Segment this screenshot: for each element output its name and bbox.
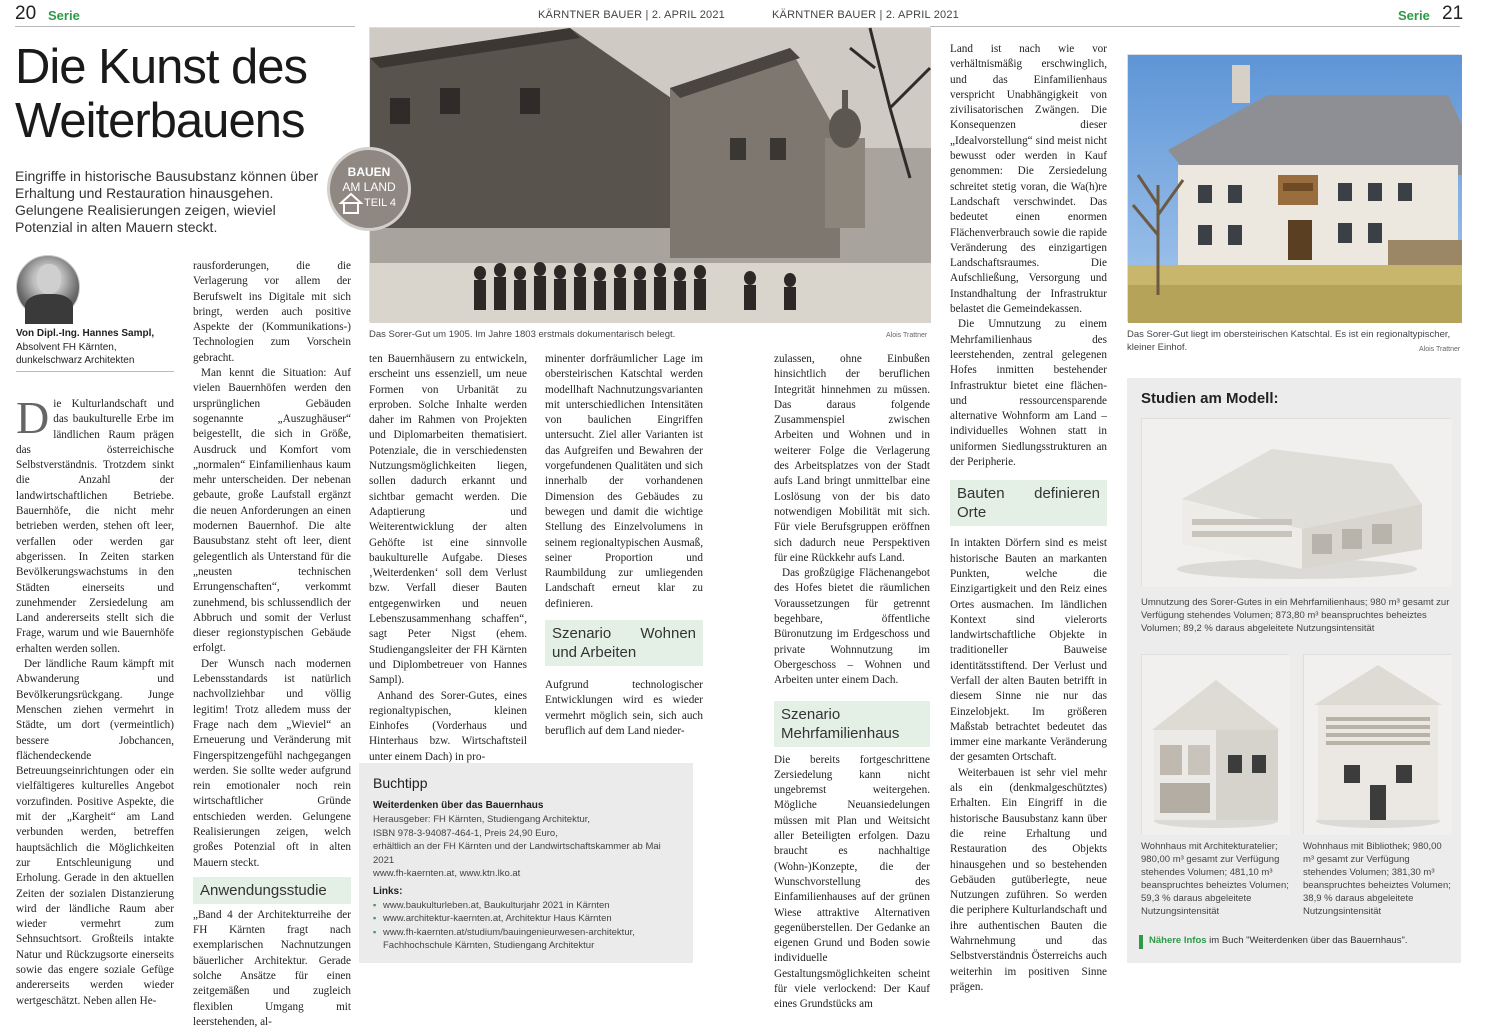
page-number-right: 21 bbox=[1442, 3, 1464, 24]
badge-line-3: TEIL 4 bbox=[364, 197, 396, 209]
model-1-caption: Umnutzung des Sorer-Gutes in ein Mehrfamilienhaus; 980 m³ gesamt zur Verfügung stehendes Volumen; 873,80 m³ beanspruchtes beheiztes Volumen; 89,2 % daraus abgeleitete Nutzungsintensität bbox=[1141, 597, 1450, 634]
text-column-6 bbox=[950, 42, 1107, 993]
text-column-5 bbox=[774, 352, 930, 1011]
buchtipp-box bbox=[359, 763, 693, 963]
link-item[interactable]: ▪ www.fh-kaernten.at/studium/bauingenieurwesen-architektur, Fachhochschule Kärnten, Studiengang Architektur bbox=[373, 926, 679, 953]
paragraph: ten Bauernhäusern zu entwickeln, erscheint uns essenziell, um neue Formen von Urbanität zu erproben. Solche Inhalte werden daher im Rahmen von Projekten und Diplomarbeiten thematisiert. Potenziale, die in verschiedensten Nutzungsmöglichkeiten liegen, sollen dadurch erkannt und sichtbar gemacht werden. Die Adaptierung und Weiterentwicklung der alten Gehöfte ist eine sinnvolle baukulturelle Aufgabe. Dieses ‚Weiterdenken‘ soll dem Verlust bzw. Verfall dieser Bauten entgegenwirken und neuen Lebenszusammenhang schaffen“, sagt Peter Nigst (ehem. Studiengangsleiter der FH Kärnten und Diplombetreuer von Hannes Sampl). bbox=[369, 353, 527, 687]
link-item[interactable]: ▪ www.architektur-kaernten.at, Architektur Haus Kärnten bbox=[373, 912, 679, 926]
link-item[interactable]: ▪ www.baukulturleben.at, Baukulturjahr 2021 in Kärnten bbox=[373, 899, 679, 913]
author-divider bbox=[16, 371, 174, 372]
model-photo-2 bbox=[1141, 654, 1289, 834]
paragraph: minenter dorfräumlicher Lage im obersteirischen Katschtal werden modellhaft Nachnutzungsvarianten mit unterschiedlichen Intensitäten von baulichen Eingriffen untersucht. Ziel aller Varianten ist das Aufgreifen und Bewahren der vorgefundenen Qualitäten und sich innerhalb der vorhandenen Dimension des Gebäudes zu bewegen und damit die wichtige Stellung des Einzelvolumens in seinem regionaltypischen Ausmaß, seiner Proportion und Raumbildung zur umliegenden Landschaft erneut klar zu definieren. bbox=[545, 353, 703, 610]
paragraph: In intakten Dörfern sind es meist historische Bauten an markanten Punkten, welche die Einzigartigkeit und den Reiz eines Ortes ausmachen. Im ländlichen Kontext sind vielerorts landwirtschaftliche Objekte in traditioneller Bauweise identitätsstiftend. Der Verlust und Verfall der alten Bauten betrifft in diesem Sinne nie nur das Einzelobjekt. Im größeren Maßstab betrachtet bedeutet das immer eine markante Veränderung der gesamten Ortschaft. bbox=[950, 537, 1107, 764]
historic-photo-credit: Alois Trattner bbox=[886, 332, 928, 339]
paragraph: rausforderungen, die die Verlagerung vor allem der Berufswelt ins Digitale mit sich bringt, werden auch positive Aspekte der (Kommunikations-) Technologien zum Vorschein gebracht. bbox=[193, 260, 351, 364]
header-rule-right bbox=[930, 26, 1460, 27]
links-label: Links: bbox=[373, 885, 403, 897]
paragraph: Land ist nach wie vor verhältnismäßig erschwinglich, und das Einfamilienhaus verspricht Unabhängigkeit von zivilisatorischen Zwängen. Die Konsequenzen dieser „Idealvorstellung“ sind meist nicht bewusst oder werden in Kauf genommen: Die Zersiedelung schreitet stetig voran, die Wa(h)re Landschaft verschwindet. Das bedeutet einen enormen Flächenverbrauch sowie die rapide Veränderung des einzigartigen Landschaftsraumes. Die Aufschließung, Versorgung und Instandhaltung der Infrastruktur belastet die Gemeindekassen. bbox=[950, 43, 1107, 316]
paragraph: Anhand des Sorer-Gutes, eines regionaltypischen, kleinen Einhofes (Vorderhaus und Hinterhaus bzw. Wirtschaftsteil unter einem Dach) in pro- bbox=[369, 689, 527, 763]
article-title bbox=[15, 40, 365, 148]
text-column-1 bbox=[16, 392, 174, 1007]
studien-box bbox=[1127, 378, 1461, 963]
title-line-2: Weiterbauens bbox=[15, 94, 305, 148]
text-column-2 bbox=[193, 259, 351, 1028]
model-2-caption: Wohnhaus mit Architekturatelier; 980,00 m³ gesamt zur Verfügung stehendes Volumen; 481,10 m³ beanspruchtes beheiztes Volumen; 59,3 % daraus abgeleitete Nutzungsintensität bbox=[1141, 841, 1289, 917]
drop-cap: D bbox=[16, 392, 50, 443]
info-marker bbox=[1139, 935, 1143, 949]
links-list bbox=[373, 899, 679, 953]
paragraph: Weiterbauen ist sehr viel mehr als ein (denkmalgeschütztes) Erhalten. Ein Eingriff in die historische Bausubstanz kann über die reine Erhaltung und Restauration des Objekts hinausgehen und so bestehenden Gebäuden gutüberlegte, neue Nutzungen zuführen. So werden die periphere Kulturlandschaft und ihre authentischen Bauten die Wahrnehmung und das Selbstverständnis Österreichs auch weiterhin im positiven Sinne prägen. bbox=[950, 766, 1107, 993]
model-photo-3 bbox=[1303, 654, 1451, 834]
paragraph: zulassen, ohne Einbußen hinsichtlich der beruflichen Integrität hinnehmen zu müssen. Das daraus folgende Zusammenspiel zwischen Arbeiten und Wohnen und in weiterer Folge die Verlagerung des Arbeitsplatzes von der Stadt aufs Land bringt unmittelbar eine Loslösung von der bis dato notwendigen Mobilität mit sich. Für viele Berufsgruppen eröffnen sich dadurch neue Perspektiven für eine Rückkehr aufs Land. bbox=[774, 353, 930, 564]
info-note-bold: Nähere Infos bbox=[1149, 935, 1207, 946]
paragraph: Die Umnutzung zu einem Mehrfamilienhaus des leerstehenden, zentral gelegenen Hofes inmitten bestehender Infrastruktur bietet eine flächen- und ressourcensparende alternative Wohnform am Land – individuelles Wohnen statt in uniformen Siedlungsstrukturen an der Peripherie. bbox=[950, 318, 1107, 469]
paragraph: Aufgrund technologischer Entwicklungen wird es wieder vermehrt möglich sein, sich auch beruflich auf dem Land nieder- bbox=[545, 679, 703, 737]
paragraph: ie Kulturlandschaft und das baukulturelle Erbe im ländlichen Raum prägen das österreichische Selbstverständnis. Trotzdem sinkt die Anzahl der landwirtschaftlichen Betriebe. Bauernhöfe, die nicht mehr betrieben werden, stehen oft leer, verfallen oder werden gar abgerissen. In Zeiten starken Bevölkerungswachstums in den Städten einerseits und zunehmender Zersiedelung am Land andererseits stellt sich die Frage, warum und wie Bauernhöfe erhalten werden sollen. bbox=[16, 398, 174, 655]
paragraph: Die bereits fortgeschrittene Zersiedelung kann nicht ungebremst weitergehen. Mögliche Neuansiedelungen müssen mit Plan und Weitsicht aller Beteiligten erfolgen. Dazu braucht es nachhaltige (Wohn-)Konzepte, die der Wunschvorstellung des Einfamilienhauses auf der grünen Wiese attraktive Alternativen gegenüberstellen. Der Gedanke an eigenen Grund und Boden sowie individuelle Gestaltungsmöglichkeiten scheint für viele verlockend: Der Kauf eines Grundstücks am bbox=[774, 753, 930, 1011]
subhead-wohnen-arbeiten: Szenario Wohnen und Arbeiten bbox=[545, 620, 703, 666]
page-number-left: 20 bbox=[15, 3, 37, 24]
farmhouse-photo-credit: Alois Trattner bbox=[1419, 346, 1461, 353]
text-column-3 bbox=[369, 352, 527, 763]
paragraph: Man kennt die Situation: Auf vielen Bauernhöfen werden den ursprünglichen Gebäuden sogenannte „Auszughäuser“ beigestellt, die sich in Größe, Ausdruck und Komfort vom „normalen“ Einfamilienhaus kaum mehr unterscheiden. Der nebenan gebaute, große Laufstall ergänzt die neuen Anforderungen an einen modernen Bauernhof. Die alte Bausubstanz steht oft leer, dient gelegentlich als Unterstand für die „neusten technischen Errungenschaften“, verkommt zunehmend, bis schlussendlich der Abbruch und somit der Verlust dieser regionstypischen Gebäude erfolgt. bbox=[193, 367, 351, 655]
badge-line-1: BAUEN bbox=[347, 165, 391, 179]
model-photo-1 bbox=[1141, 418, 1451, 586]
farmhouse-photo-illustration bbox=[1128, 55, 1462, 323]
subhead-anwendungsstudie: Anwendungsstudie bbox=[193, 877, 351, 904]
subhead-mehrfamilienhaus: Szenario Mehrfamilienhaus bbox=[774, 701, 930, 747]
book-publisher: Herausgeber: FH Kärnten, Studiengang Architektur, bbox=[373, 814, 591, 825]
historic-photo-caption: Das Sorer-Gut um 1905. Im Jahre 1803 erstmals dokumentarisch belegt. bbox=[369, 329, 676, 340]
paragraph: „Band 4 der Architekturreihe der FH Kärnten fragt nach exemplarischen Nachnutzungen bäuerlicher Architektur. Gerade solche Ansätze für einen zeitgemäßen und zugleich flexiblen Umgang mit leerstehenden, al- bbox=[193, 908, 351, 1028]
author-name: Von Dipl.-Ing. Hannes Sampl, bbox=[16, 328, 155, 339]
author-avatar bbox=[16, 255, 80, 319]
historic-photo bbox=[369, 27, 930, 322]
paragraph: Der Wunsch nach modernen Lebensstandards ist natürlich nachvollziehbar und völlig legitim! Trotz alledem muss der Frage nach dem „Wieviel“ an Erneuerung und Veränderung mit Fingerspitzengefühl nachgegangen werden. Sie sollte weder aufgrund rein emotionaler noch rein wirtschaftlicher Gründe entschieden werden. Gelungene Realisierungen zeigen, welch großes Potenzial oft in alten Mauern steckt. bbox=[193, 657, 351, 869]
subhead-bauten-orte: Bauten definieren Orte bbox=[950, 480, 1107, 526]
farmhouse-photo-caption: Das Sorer-Gut liegt im obersteirischen Katschtal. Es ist ein regionaltypischer, kleiner Einhof. bbox=[1127, 329, 1451, 353]
model-3-illustration bbox=[1304, 655, 1452, 835]
title-line-1: Die Kunst des bbox=[15, 40, 308, 94]
model-2-illustration bbox=[1142, 655, 1290, 835]
badge-line-2: AM LAND bbox=[342, 180, 396, 194]
house-icon bbox=[338, 190, 364, 216]
paragraph: Der ländliche Raum kämpft mit Abwanderung und Bevölkerungsrückgang. Junge Menschen ziehen vermehrt in Städte, um dort (vermeintlich) bessere Jobchancen, flächendeckende Betreuungseinrichtungen oder ein vielfältigeres kulturelles Angebot vorzufinden. Positive Aspekte, die mit der „Kargheit“ am Land verbunden werden, betreffen hauptsächlich die Möglichkeiten zur Entschleunigung und Erholung. Gerade in den aktuellen Zeiten der sozialen Distanzierung wird der ländliche Raum aber wieder vermehrt zum Sehnsuchtsort. Großteils intakte Natur und Rückzugsorte einerseits sowie das engere soziale Gefüge andererseits werden wieder wertgeschätzt. Neben allen He- bbox=[16, 658, 174, 1007]
text-column-4 bbox=[545, 352, 703, 752]
model-1-illustration bbox=[1142, 419, 1452, 587]
book-websites: www.fh-kaernten.at, www.ktn.lko.at bbox=[373, 868, 521, 879]
farmhouse-photo bbox=[1127, 54, 1461, 322]
historic-photo-illustration bbox=[370, 28, 931, 323]
book-availability: erhältlich an der FH Kärnten und der Landwirtschaftskammer ab Mai 2021 bbox=[373, 841, 661, 866]
running-head-right: KÄRNTNER BAUER | 2. APRIL 2021 bbox=[772, 9, 959, 21]
running-head-left: KÄRNTNER BAUER | 2. APRIL 2021 bbox=[538, 9, 725, 21]
studien-title: Studien am Modell: bbox=[1141, 390, 1279, 407]
article-lead: Eingriffe in historische Bausubstanz können über Erhaltung und Restauration hinausgehen. Gelungene Realisierungen zeigen, wieviel Potenzial in alten Mauern steckt. bbox=[15, 168, 319, 235]
header-rule-left bbox=[15, 26, 355, 27]
info-note bbox=[1149, 935, 1407, 946]
model-3-caption: Wohnhaus mit Bibliothek; 980,00 m³ gesamt zur Verfügung stehendes Volumen; 381,30 m³ beanspruchtes beheiztes Volumen; 38,9 % daraus abgeleitete Nutzungsintensität bbox=[1303, 841, 1451, 917]
author-affiliation: Absolvent FH Kärnten, dunkelschwarz Architekten bbox=[16, 342, 135, 366]
section-label-left: Serie bbox=[48, 8, 80, 23]
book-isbn: ISBN 978-3-94087-464-1, Preis 24,90 Euro, bbox=[373, 827, 558, 839]
info-note-text: im Buch "Weiterdenken über das Bauernhaus". bbox=[1206, 935, 1408, 946]
series-badge bbox=[327, 147, 411, 231]
paragraph: Das großzügige Flächenangebot des Hofes bietet die räumlichen Voraussetzungen für getrennt begehbare, öffentliche Büronutzung im Erdgeschoss und private Wohnnutzung im Obergeschoss – Wohnen und Arbeiten unter einem Dach. bbox=[774, 567, 930, 687]
buchtipp-title: Buchtipp bbox=[373, 775, 428, 791]
section-label-right: Serie bbox=[1398, 8, 1430, 23]
book-title: Weiterdenken über das Bauernhaus bbox=[373, 800, 544, 811]
